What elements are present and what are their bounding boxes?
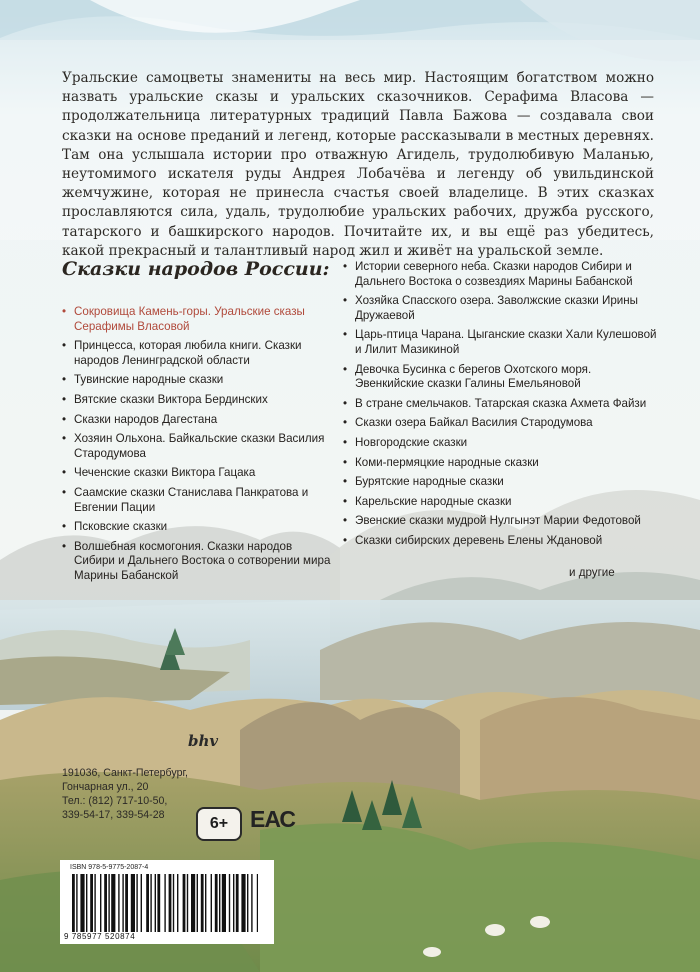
address-line: Гончарная ул., 20 xyxy=(62,781,149,793)
book-list-item: • Принцесса, которая любила книги. Сказки народов Ленинградской области xyxy=(62,339,332,368)
book-list-item: • Сказки озера Байкал Василия Стародумова xyxy=(343,416,663,431)
publisher-address xyxy=(62,766,188,822)
book-list-item: • Новгородские сказки xyxy=(343,436,663,451)
address-line: 191036, Санкт-Петербург, xyxy=(62,767,188,779)
book-list-item: • Волшебная космогония. Сказки народов Сибири и Дальнего Востока о сотворении мира Марины Бабанской xyxy=(62,540,332,584)
book-list-item: • Саамские сказки Станислава Панкратова и Евгении Пации xyxy=(62,486,332,515)
book-list-item: • Тувинские народные сказки xyxy=(62,373,332,388)
barcode-number: 9 785977 520874 xyxy=(64,932,136,941)
series-heading: Сказки народов России: xyxy=(62,258,330,280)
book-list-column-2 xyxy=(343,260,663,554)
book-list-item: • Коми-пермяцкие народные сказки xyxy=(343,456,663,471)
intro-paragraph: Уральские самоцветы знамениты на весь мир. Настоящим богатством можно назвать уральские сказы и уральских сказочников. Серафима Власова — продолжательница литературных традиций Павла Бажова — создавала свои сказки на основе преданий и легенд, которые рассказывали в местных деревнях. Там она услышала истории про отважную Агидель, трудолюбивую Маланью, неутомимого искателя руды Андрея Лобачёва и легенду об увильдинской жемчужине, которая не принесла счастья своей владелице. В этих сказках прославляются сила, удаль, трудолюбие уральских рабочих, дружба русского, татарского и башкирского народов. Почитайте их, и вы ещё раз убедитесь, какой прекрасный и талантливый народ жил и живёт на уральской земле. xyxy=(62,70,654,259)
others-note: и другие xyxy=(569,566,615,579)
book-list-item: • Эвенские сказки мудрой Нулгынэт Марии Федотовой xyxy=(343,514,663,529)
book-list-column-1 xyxy=(62,305,332,589)
book-list-item: • Карельские народные сказки xyxy=(343,495,663,510)
book-list-item: • Чеченские сказки Виктора Гацака xyxy=(62,466,332,481)
publisher-logo: bhv xyxy=(188,732,219,750)
book-list-item: • Истории северного неба. Сказки народов Сибири и Дальнего Востока о созвездиях Марины Бабанской xyxy=(343,260,663,289)
barcode-icon xyxy=(72,874,258,932)
book-list-item: • Хозяин Ольхона. Байкальские сказки Василия Стародумова xyxy=(62,432,332,461)
book-list-item: • Бурятские народные сказки xyxy=(343,475,663,490)
book-list-item: • В стране смельчаков. Татарская сказка Ахмета Файзи xyxy=(343,397,663,412)
book-list-item: • Девочка Бусинка с берегов Охотского моря. Эвенкийские сказки Галины Емельяновой xyxy=(343,363,663,392)
book-list-item: • Царь-птица Чарана. Цыганские сказки Хали Кулешовой и Лилит Мазикиной xyxy=(343,328,663,357)
age-rating-badge: 6+ xyxy=(196,807,242,841)
isbn-text: ISBN 978-5-9775-2087-4 xyxy=(70,864,149,871)
eac-mark: ЕАС xyxy=(250,806,295,832)
address-line: 339-54-17, 339-54-28 xyxy=(62,809,165,821)
book-list-item: • Хозяйка Спасского озера. Заволжские сказки Ирины Дружаевой xyxy=(343,294,663,323)
book-list-item: • Псковские сказки xyxy=(62,520,332,535)
book-list-item: • Сокровища Камень-горы. Уральские сказы Серафимы Власовой xyxy=(62,305,332,334)
book-list-item: • Вятские сказки Виктора Бердинских xyxy=(62,393,332,408)
book-list-item: • Сказки сибирских деревень Елены Ждановой xyxy=(343,534,663,549)
book-list-item: • Сказки народов Дагестана xyxy=(62,413,332,428)
address-line: Тел.: (812) 717-10-50, xyxy=(62,795,168,807)
